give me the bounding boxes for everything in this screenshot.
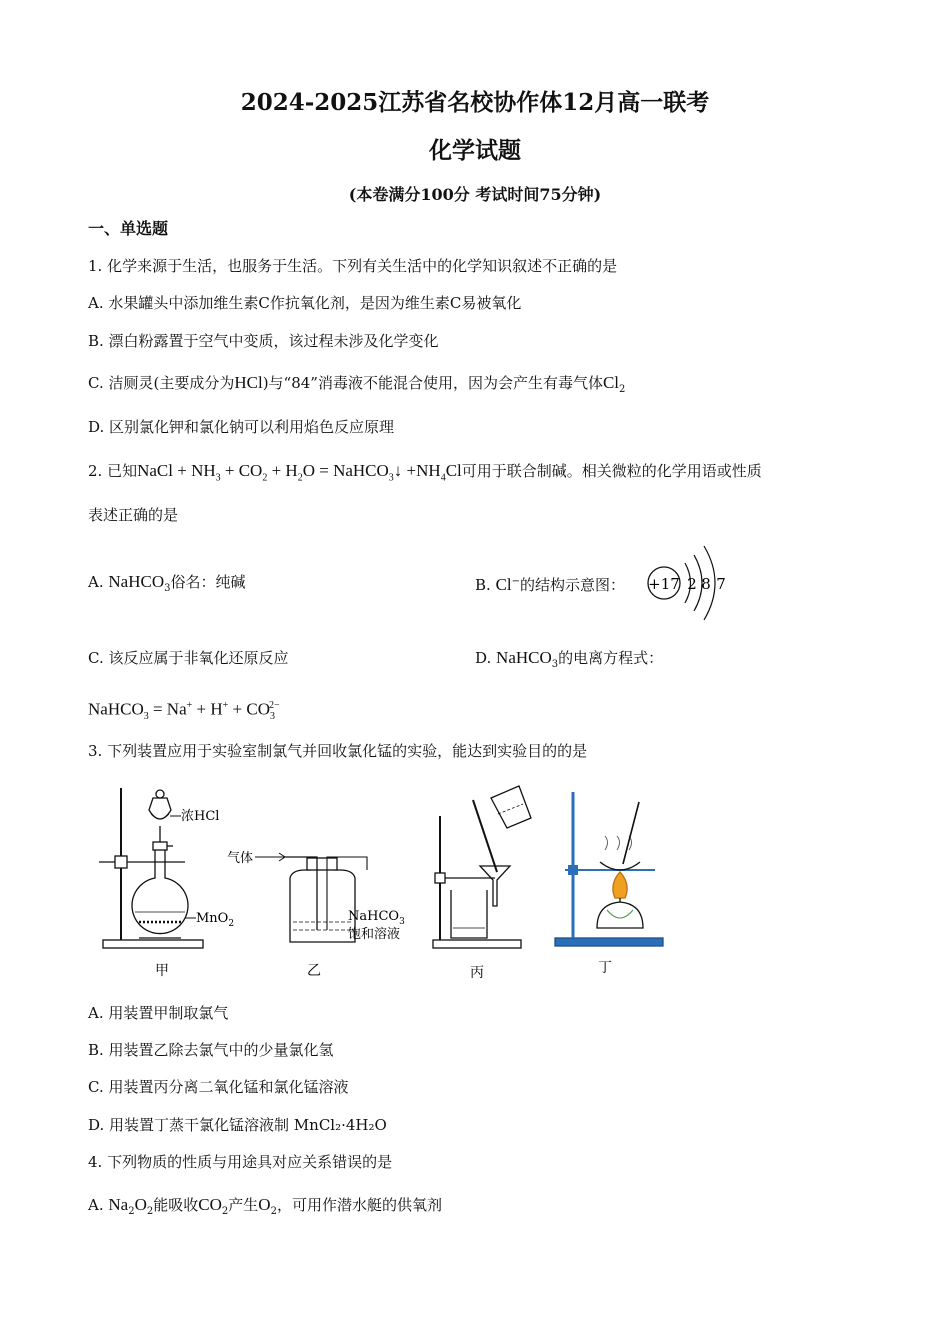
clamp-box: [435, 873, 445, 883]
bottle-stopper: [307, 858, 337, 870]
label-nahco3-sub: 3: [399, 917, 405, 927]
formula-sub: 3: [551, 659, 559, 670]
eq-sub: 3: [215, 472, 221, 484]
apparatus-ding: [555, 792, 663, 946]
q1-c-cl-sub: 2: [619, 384, 626, 395]
option-text: 的结构示意图：: [520, 576, 626, 594]
q3-stem: 3. 下列装置应用于实验室制氯气并回收氯化锰的实验，能达到实验目的的是: [88, 742, 588, 760]
label-saturated: 饱和溶液: [348, 927, 401, 942]
formula-sub: 2: [270, 1206, 277, 1217]
apparatus-figure: [95, 780, 675, 985]
eq-part: Cl: [445, 461, 462, 480]
label-nahco3: [348, 909, 405, 927]
section-heading: 一、单选题: [88, 219, 169, 238]
stand-base: [103, 940, 203, 948]
q1-option-a: A. 水果罐头中添加维生素C作抗氧化剂，是因为维生素C易被氧化: [88, 294, 522, 312]
option-text: 产生: [228, 1196, 259, 1214]
ion-formula: Cl: [495, 575, 512, 594]
option-label: B.: [475, 576, 491, 594]
exam-info: (本卷满分100分 考试时间75分钟): [348, 185, 602, 204]
q2-option-d: [475, 647, 663, 676]
eq-sup: +: [186, 700, 193, 711]
q2-stem: [88, 460, 762, 489]
q3-option-b: B. 用装置乙除去氯气中的少量氯化氢: [88, 1041, 334, 1059]
q4-stem: 4. 下列物质的性质与用途具对应关系错误的是: [88, 1153, 393, 1171]
q1-c-hcl: HCl: [234, 373, 263, 392]
eq-sub: 3: [143, 711, 149, 723]
eq-part: NaHCO: [88, 699, 144, 719]
shell-1-electrons: 2: [687, 575, 697, 593]
option-text: 能吸收: [153, 1196, 199, 1214]
eq-sup: 2−: [269, 700, 280, 711]
eq-sub: 3: [388, 472, 394, 484]
clamp-box: [115, 856, 127, 868]
q3-option-a: A. 用装置甲制取氯气: [88, 1004, 229, 1022]
alcohol-lamp: [597, 902, 643, 928]
q2-option-c: C. 该反应属于非氧化还原反应: [88, 649, 289, 667]
q2-num: 2. 已知: [88, 462, 138, 480]
lamp-liquid: [607, 910, 633, 918]
q1-option-d: D. 区别氯化钾和氯化钠可以利用焰色反应原理: [88, 418, 395, 436]
option-label: D.: [475, 649, 492, 667]
formula: O: [258, 1195, 271, 1214]
option-text: ，可用作潜水艇的供氧剂: [276, 1196, 442, 1214]
label-yi: 乙: [307, 963, 321, 979]
option-text: 的电离方程式：: [558, 649, 664, 667]
q2-ionization-equation: [88, 695, 280, 728]
formula: NaHCO: [108, 572, 165, 591]
eq-part: = Na: [148, 699, 187, 719]
pouring-beaker: [491, 786, 531, 828]
label-bing: 丙: [470, 965, 484, 981]
eq-part: + CO: [228, 699, 270, 719]
q2-option-a: [88, 571, 246, 600]
formula: CO: [198, 1195, 222, 1214]
eq-part: + CO: [220, 461, 263, 480]
beaker: [451, 890, 487, 938]
option-label: A.: [88, 1196, 104, 1214]
q3-option-d: D. 用装置丁蒸干氯化锰溶液制 MnCl₂·4H₂O: [88, 1116, 387, 1134]
flame-icon: [613, 872, 627, 898]
clamp-box: [568, 865, 578, 875]
eq-part: O = NaHCO: [302, 461, 389, 480]
label-hcl: 浓HCl: [181, 809, 220, 824]
q2-option-b: [475, 571, 625, 596]
formula-sub: 3: [164, 583, 171, 594]
label-gas: 气体: [227, 851, 254, 866]
q2-stem-line2: 表述正确的是: [88, 506, 179, 524]
eq-part: NaCl + NH: [137, 461, 216, 480]
exam-title: 2024-2025江苏省名校协作体12月高一联考: [240, 89, 710, 116]
formula: Na: [108, 1195, 129, 1214]
eq-sub: 2: [262, 472, 268, 484]
option-label: A.: [88, 573, 104, 591]
formula: O: [134, 1195, 147, 1214]
funnel-stopper: [156, 790, 164, 798]
shell-2-electrons: 8: [701, 575, 711, 593]
option-text: 俗名：纯碱: [170, 573, 246, 591]
q2-stem-tail: 可用于联合制碱。相关微粒的化学用语或性质: [461, 462, 762, 480]
eq-sub: 3: [270, 711, 275, 723]
q1-option-b: B. 漂白粉露置于空气中变质，该过程未涉及化学变化: [88, 332, 439, 350]
q1-c-pre: C. 洁厕灵(主要成分为: [88, 374, 235, 392]
ion-charge: −: [511, 576, 521, 587]
formula-sub: 2: [128, 1206, 135, 1217]
q3-option-c: C. 用装置丙分离二氧化锰和氯化锰溶液: [88, 1078, 349, 1096]
eq-part: + H: [192, 699, 223, 719]
label-mno2-main: MnO: [196, 911, 229, 926]
label-ding: 丁: [598, 960, 612, 976]
q1-c-cl: Cl: [602, 373, 620, 392]
q1-c-mid: )与“84”消毒液不能混合使用，因为会产生有毒气体: [262, 374, 603, 392]
formula-sub: 2: [146, 1206, 154, 1217]
apparatus-bing: [433, 786, 531, 948]
formula: NaHCO: [496, 648, 552, 667]
formula-sub: 2: [221, 1206, 229, 1217]
filter-funnel: [480, 866, 510, 906]
q2-equation: [137, 461, 462, 484]
label-mno2: [196, 911, 234, 929]
glass-rod: [473, 800, 497, 872]
stopper: [153, 842, 167, 850]
stand-base: [433, 940, 521, 948]
q4-option-a: [88, 1194, 442, 1223]
eq-part: + H: [267, 461, 298, 480]
label-nahco3-main: NaHCO: [348, 909, 400, 924]
funnel-liquid: [151, 814, 169, 819]
eq-part: ↓ +NH: [393, 461, 441, 480]
evaporating-dish: [600, 862, 640, 870]
stirring-rod: [623, 802, 639, 864]
nucleus-charge: +17: [648, 575, 680, 593]
stand-base: [555, 938, 663, 946]
eq-sup: +: [222, 700, 229, 711]
q1-stem: 1. 化学来源于生活，也服务于生活。下列有关生活中的化学知识叙述不正确的是: [88, 257, 618, 275]
exam-subject: 化学试题: [429, 137, 521, 164]
eq-sub: 4: [440, 472, 446, 484]
shell-3-electrons: 7: [716, 575, 726, 593]
label-jia: 甲: [155, 963, 169, 979]
label-mno2-sub: 2: [228, 919, 235, 929]
eq-sub: 2: [297, 472, 303, 484]
cl-ion-structure-diagram: [640, 542, 735, 624]
q1-option-c: [88, 372, 625, 401]
